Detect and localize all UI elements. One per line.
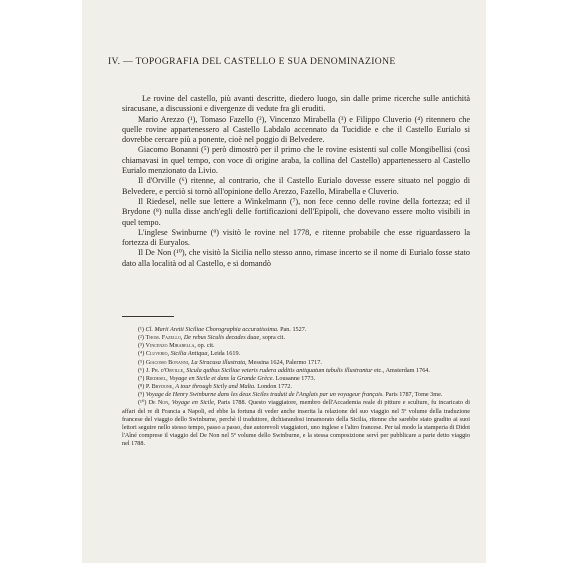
- footnotes: [122, 326, 470, 448]
- paragraph: L'inglese Swinburne (⁹) visitò le rovine nel 1778, e ritenne probabile che esse riguardassero la fortezza di Euryalos.: [122, 227, 470, 248]
- footnote-author: P. Brydone,: [145, 383, 174, 391]
- footnote: [122, 334, 470, 342]
- footnote-number: (⁷): [138, 374, 145, 382]
- footnote-rest: sopra cit.: [260, 334, 285, 342]
- footnote-work: Voyage en Sicile,: [169, 399, 216, 407]
- footnote-number: (⁵): [138, 358, 145, 366]
- footnote-author: Cluverio,: [145, 350, 170, 358]
- footnote-number: (⁹): [138, 391, 145, 399]
- paragraph: Giacomo Bonanni (⁵) però dimostrò per il primo che le rovine esistenti sul colle Mongibellisi (così chiamavasi in quel tempo, con voce di origine araba, la collina del Castello) appartenessero al Castello Eurialo menzionato da Livio.: [122, 145, 470, 176]
- footnote: [122, 326, 470, 334]
- footnote-work: La Siracusa illustrata,: [189, 358, 247, 366]
- footnote-work: Voyage de Henry Swinburne dans les deux Siciles traduit de l'Anglais par un voyageur français.: [145, 391, 384, 399]
- footnote-rest: London 1772.: [255, 383, 292, 391]
- footnote-rest: Paris 1788. Questo viaggiatore, membro dell'Accademia reale di pitture e sculture, fu incaricato di affari del re di Francia a Napoli, ed ebbe la fortuna di veder anche inserita la relazione del suo viaggio nel 5º volume della traduzione francese del viaggio dello Swinburne, perchè il traduttore, dichiarandosi innamorato della Sicilia, ritenne che sarebbe stato gradito ai suoi lettori seguire nello stesso tempo, passo a passo, due autorevoli viaggiatori, uno inglese e l'altro francese. Per tal modo la stamperia di Didot l'Aîné comprese il viaggio del De Non nel 5º volume dello Swinburne, e la stessa composizione servì per pubblicare a parte detto viaggio nel 1788.: [122, 399, 471, 448]
- footnote-number: (³): [138, 342, 144, 350]
- footnote-rest: Messina 1624, Palermo 1717.: [246, 358, 322, 366]
- chapter-title: IV. — TOPOGRAFIA DEL CASTELLO E SUA DENOMINAZIONE: [108, 56, 396, 67]
- footnote-work: Voyage en Sicile et dans la Grande Grèce.: [167, 374, 275, 382]
- footnote: [122, 342, 470, 350]
- footnote-work: Sicilia Antiqua,: [169, 350, 209, 358]
- footnote-author: Thom. Fazello,: [145, 334, 183, 342]
- footnote-work: A tour through Sicily and Malta.: [173, 383, 256, 391]
- footnote-author: De Non,: [148, 399, 170, 407]
- footnote: [122, 359, 470, 367]
- footnote-rest: etc., Amsterdam 1764.: [372, 366, 430, 374]
- book-page: [82, 0, 486, 563]
- footnote-number: (⁸): [138, 383, 145, 391]
- footnote-divider: [122, 316, 174, 317]
- paragraph: Mario Arezzo (¹), Tomaso Fazello (²), Vincenzo Mirabella (³) e Filippo Cluverio (⁴) ritennero che quelle rovine appartenessero al Castello Labdalo accennato da Tucidide e che il Castello Eurialo si dovrebbe cercare più a ponente, cioè nel poggio di Belvedere.: [122, 114, 470, 145]
- footnote-rest: Pan. 1527.: [278, 326, 307, 333]
- footnote-number: (¹): [138, 326, 144, 333]
- footnote-author: J. Ph. d'Orville,: [145, 366, 185, 374]
- paragraph: Il Riedesel, nelle sue lettere a Winkelmann (⁷), non fece cenno delle rovine della fortezza; ed il Brydone (⁸) nulla disse anch'egli delle fortificazioni dell'Epipoli, che dovevano essere molto visibili in quel tempo.: [122, 196, 470, 227]
- footnote-rest: Lousanne 1773.: [274, 374, 316, 382]
- footnote-number: (⁴): [138, 350, 145, 358]
- footnote-work: Sicula quibus Siciliae veteris rudera additis antiquatum tabulis illustrantur: [184, 366, 373, 374]
- paragraph: Il De Non (¹⁰), che visitò la Sicilia nello stesso anno, rimase incerto se il nome di Eurialo fosse stato dato alla località od al Castello, e si domandò: [122, 248, 470, 268]
- footnote: [122, 383, 470, 391]
- paragraph: Le rovine del castello, più avanti descritte, diedero luogo, sin dalle prime ricerche sulle antichità siracusane, a discussioni e divergenze di vedute fra gli eruditi.: [122, 94, 470, 114]
- footnote-work: Cl. Marii Aretii Siciliae Chorographia accuratissima.: [145, 326, 279, 333]
- footnote-number: (²): [138, 334, 144, 342]
- footnote-author: Riedesel,: [145, 374, 168, 382]
- footnote-author: Giacomo Bonanni,: [145, 358, 190, 366]
- footnote-work: De rebus Siculis decades duae,: [182, 334, 261, 342]
- footnote: [122, 375, 470, 383]
- body-text: [122, 94, 470, 269]
- footnote-rest: Paris 1787, Tome 3me.: [383, 391, 443, 399]
- footnote: [122, 399, 470, 448]
- footnote: [122, 391, 470, 399]
- footnote-number: (⁶): [138, 366, 145, 374]
- footnote-number: (¹⁰): [138, 399, 147, 407]
- paragraph: Il d'Orville (⁶) ritenne, al contrario, che il Castello Eurialo dovesse essere situato nel poggio di Belvedere, e perciò si tornò all'opinione dello Arezzo, Fazello, Mirabella e Cluverio.: [122, 176, 470, 196]
- footnote-rest: op. cit.: [195, 342, 215, 350]
- footnote: [122, 350, 470, 358]
- footnote-rest: Leida 1619.: [209, 350, 241, 358]
- footnote-author: Vincenzo Mirabella,: [145, 342, 196, 350]
- footnote: [122, 367, 470, 375]
